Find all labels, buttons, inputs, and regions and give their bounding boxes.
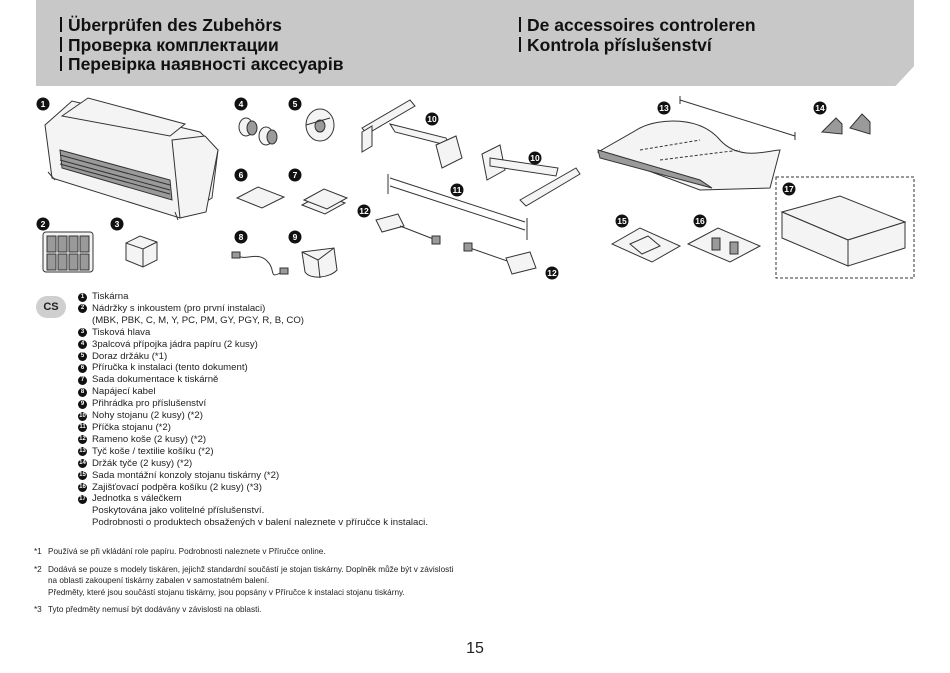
footnote-mark: *2 — [34, 564, 42, 574]
svg-text:1: 1 — [40, 99, 46, 109]
callout-10a — [426, 113, 439, 126]
item-number: 5 — [78, 352, 87, 361]
item-text: Nohy stojanu (2 kusy) (*2) — [92, 410, 203, 422]
item-text: Příčka stojanu (*2) — [92, 421, 171, 433]
svg-text:12: 12 — [547, 268, 557, 278]
svg-text:13: 13 — [659, 103, 669, 113]
item-number: 6 — [78, 364, 87, 373]
list-item — [78, 339, 428, 351]
bracket-kit-drawing — [612, 228, 680, 262]
item-number: 1 — [78, 293, 87, 302]
item-number: 16 — [79, 484, 86, 490]
svg-text:9: 9 — [292, 232, 298, 242]
list-item — [78, 398, 428, 410]
callout-9 — [289, 231, 302, 244]
item-text: Tiskárna — [92, 291, 129, 302]
title-german: Überprüfen des Zubehörs — [60, 16, 344, 36]
svg-text:3: 3 — [114, 219, 120, 229]
documentation-kit-drawing — [302, 189, 347, 214]
item-text: Doraz držáku (*1) — [92, 350, 168, 362]
item-number: 4 — [78, 340, 87, 349]
list-item — [78, 327, 428, 339]
footnotes — [34, 546, 474, 622]
holder-stopper-drawing — [306, 109, 334, 141]
callout-6 — [235, 169, 248, 182]
basket-arm-drawing-2 — [464, 243, 536, 274]
list-item — [78, 351, 428, 363]
footnote-mark: *3 — [34, 605, 42, 615]
list-item — [78, 362, 428, 374]
item-text: (MBK, PBK, C, M, Y, PC, PM, GY, PGY, R, B, CO) — [92, 314, 305, 326]
item-number: 9 — [78, 400, 87, 409]
item-text: Napájecí kabel — [92, 386, 156, 398]
footnote — [34, 546, 474, 558]
item-text: Přihrádka pro příslušenství — [92, 398, 207, 410]
footnote-line: Předměty, které jsou součástí stojanu tiskárny, jsou popsány v Příručce k instalaci stojanu tiskárny. — [48, 587, 405, 597]
svg-text:11: 11 — [452, 185, 462, 195]
list-item — [78, 446, 428, 458]
print-head-drawing — [126, 236, 157, 267]
callout-13 — [658, 102, 671, 115]
item-number: 15 — [79, 472, 86, 479]
callout-10b — [529, 152, 542, 165]
svg-text:10: 10 — [530, 153, 540, 163]
svg-text:10: 10 — [427, 114, 437, 124]
callout-11 — [451, 184, 464, 197]
list-item-continuation — [78, 517, 428, 529]
callout-15 — [616, 215, 629, 228]
title-ukrainian: Перевірка наявності аксесуарів — [60, 55, 344, 75]
paper-core-attachments-drawing — [239, 118, 277, 145]
printer-drawing — [45, 98, 218, 220]
item-number: 17 — [79, 495, 86, 502]
footnote-line: Tyto předměty nemusí být dodávány v závislosti na oblasti. — [48, 605, 262, 615]
list-item — [78, 374, 428, 386]
item-text: Sada montážní konzoly stojanu tiskárny (*2) — [92, 469, 280, 481]
callout-3 — [111, 218, 124, 231]
svg-text:14: 14 — [815, 103, 825, 113]
callout-2 — [37, 218, 50, 231]
item-text: Sada dokumentace k tiskárně — [92, 374, 219, 386]
item-number: 13 — [79, 448, 86, 455]
svg-text:5: 5 — [292, 99, 298, 109]
list-item-continuation — [78, 505, 428, 517]
callout-12b — [546, 267, 559, 280]
list-item — [78, 303, 428, 315]
item-text: Zajišťovací podpěra košíku (2 kusy) (*3) — [92, 481, 262, 493]
setup-guide-drawing — [237, 187, 284, 208]
footnote-line: Dodává se pouze s modely tiskáren, jejichž standardní součástí je stojan tiskárny. Doplněk může být v závislosti — [48, 564, 454, 574]
svg-text:7: 7 — [292, 170, 298, 180]
page-number: 15 — [466, 640, 484, 657]
item-text: Rameno koše (2 kusy) (*2) — [92, 433, 207, 445]
svg-text:4: 4 — [238, 99, 244, 109]
svg-text:6: 6 — [238, 170, 244, 180]
stand-legs-drawing — [362, 100, 580, 206]
callout-1 — [37, 98, 50, 111]
svg-text:15: 15 — [617, 216, 627, 226]
callout-4 — [235, 98, 248, 111]
item-number: 8 — [78, 388, 87, 397]
item-number: 14 — [79, 460, 86, 467]
list-item — [78, 422, 428, 434]
list-item — [78, 386, 428, 398]
footnote-mark: *1 — [34, 547, 42, 556]
item-number: 10 — [79, 412, 86, 419]
item-number: 12 — [79, 436, 86, 443]
callout-14 — [814, 102, 827, 115]
language-badge: CS — [36, 296, 66, 318]
svg-text:2: 2 — [40, 219, 46, 229]
footnote — [34, 604, 474, 616]
callout-5 — [289, 98, 302, 111]
svg-text:8: 8 — [238, 232, 244, 242]
item-text: Držák tyče (2 kusy) (*2) — [92, 457, 193, 469]
basket-rod-cloth-drawing — [598, 96, 795, 190]
item-text: Podrobnosti o produktech obsažených v balení naleznete v příručce k instalaci. — [92, 517, 428, 529]
basket-support-lock-drawing — [688, 228, 760, 262]
list-item — [78, 470, 428, 482]
list-item — [78, 493, 428, 505]
accessory-pocket-drawing — [302, 248, 337, 278]
rod-holders-drawing — [822, 114, 870, 134]
svg-text:12: 12 — [359, 206, 369, 216]
item-number: 7 — [78, 376, 87, 385]
item-number: 11 — [79, 424, 86, 431]
callout-8 — [235, 231, 248, 244]
footnote-line: Používá se při vkládání role papíru. Podrobnosti naleznete v Příručce online. — [48, 547, 326, 556]
title-dutch: De accessoires controleren — [519, 16, 756, 36]
item-text: Poskytována jako volitelné příslušenství. — [92, 505, 265, 517]
item-text: Tisková hlava — [92, 326, 151, 338]
title-czech: Kontrola příslušenství — [519, 36, 756, 56]
list-item — [78, 410, 428, 422]
list-item-continuation — [78, 315, 428, 327]
list-item — [78, 434, 428, 446]
item-text: Jednotka s válečkem — [92, 493, 182, 505]
ink-tanks-drawing — [43, 232, 93, 272]
callout-12a — [358, 205, 371, 218]
list-item — [78, 482, 428, 494]
footnote-line: na oblasti zakoupení tiskárny zabalen v samostatném balení. — [48, 576, 270, 586]
callout-17 — [783, 183, 796, 196]
item-text: Nádržky s inkoustem (pro první instalaci) — [92, 302, 266, 314]
callout-7 — [289, 169, 302, 182]
callout-16 — [694, 215, 707, 228]
list-item — [78, 458, 428, 470]
title-russian: Проверка комплектации — [60, 36, 344, 56]
accessory-list — [78, 291, 428, 529]
list-item — [78, 291, 428, 303]
power-cord-drawing — [232, 252, 288, 275]
basket-arm-drawing-1 — [376, 214, 440, 244]
svg-text:16: 16 — [695, 216, 705, 226]
item-text: Příručka k instalaci (tento dokument) — [92, 362, 248, 374]
item-text: Tyč koše / textilie košíku (*2) — [92, 445, 214, 457]
svg-text:17: 17 — [784, 184, 794, 194]
item-text: 3palcová přípojka jádra papíru (2 kusy) — [92, 338, 258, 350]
roll-unit-box — [776, 177, 914, 278]
footnote — [34, 564, 474, 599]
item-number: 3 — [78, 328, 87, 337]
item-number: 2 — [78, 304, 87, 313]
